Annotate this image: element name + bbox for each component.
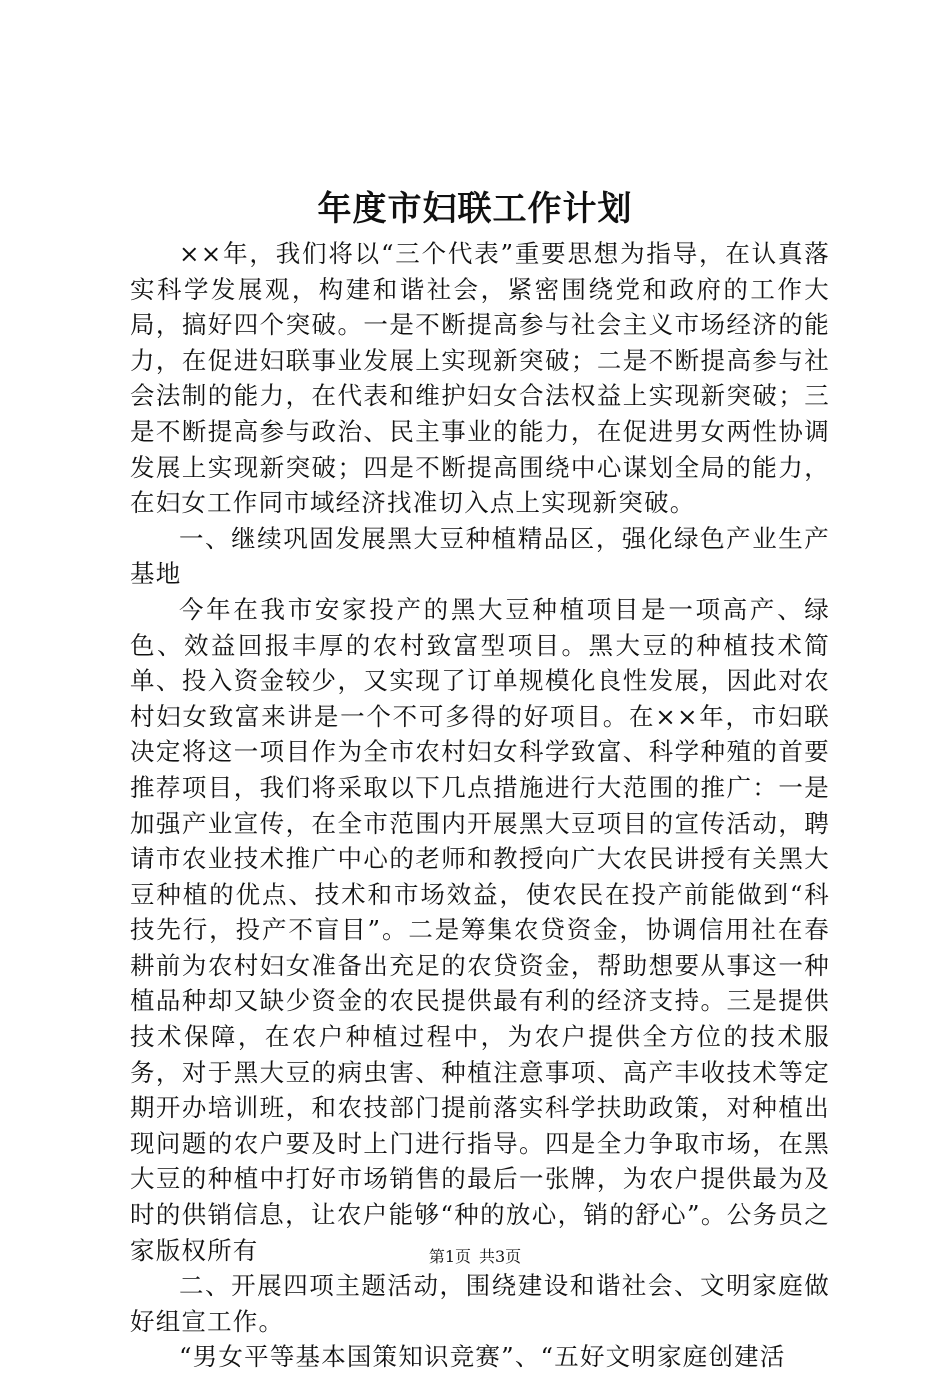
page-number: 第1页 bbox=[428, 1247, 471, 1266]
document-title: 年度市妇联工作计划 bbox=[317, 189, 633, 229]
page-footer bbox=[0, 1246, 950, 1268]
page-total: 共3页 bbox=[479, 1247, 522, 1266]
document-body bbox=[130, 236, 830, 1375]
section-heading-2: 二、开展四项主题活动，围绕建设和谐社会、文明家庭做好组宣工作。 bbox=[130, 1271, 830, 1336]
paragraph-intro: ××年，我们将以“三个代表”重要思想为指导，在认真落实科学发展观，构建和谐社会，紧密围绕党和政府的工作大局，搞好四个突破。一是不断提高参与社会主义市场经济的能力，在促进妇联事业发展上实现新突破；二是不断提高参与社会法制的能力，在代表和维护妇女合法权益上实现新突破；三是不断提高参与政治、民主事业的能力，在促进男女两性协调发展上实现新突破；四是不断提高围绕中心谋划全局的能力，在妇女工作同市域经济找准切入点上实现新突破。 bbox=[130, 239, 830, 518]
paragraph-activities: “男女平等基本国策知识竞赛”、“五好文明家庭创建活 bbox=[179, 1342, 786, 1372]
section-heading-1: 一、继续巩固发展黑大豆种植精品区，强化绿色产业生产基地 bbox=[130, 523, 830, 589]
paragraph-black-soybean: 今年在我市安家投产的黑大豆种植项目是一项高产、绿色、效益回报丰厚的农村致富型项目。黑大豆的种植技术简单、投入资金较少，又实现了订单规模化良性发展，因此对农村妇女致富来讲是一个不可多得的好项目。在××年，市妇联决定将这一项目作为全市农村妇女科学致富、科学种殖的首要推荐项目，我们将采取以下几点措施进行大范围的推广：一是加强产业宣传，在全市范围内开展黑大豆项目的宣传活动，聘请市农业技术推广中心的老师和教授向广大农民讲授有关黑大豆种植的优点、技术和市场效益，使农民在投产前能做到“科技先行，投产不盲目”。二是筹集农贷资金，协调信用社在春耕前为农村妇女准备出充足的农贷资金，帮助想要从事这一种植品种却又缺少资金的农民提供最有利的经济支持。三是提供技术保障，在农户种植过程中，为农户提供全方位的技术服务，对于黑大豆的病虫害、种植注意事项、高产丰收技术等定期开办培训班，和农技部门提前落实科学扶助政策，对种植出现问题的农户要及时上门进行指导。四是全力争取市场，在黑大豆的种植中打好市场销售的最后一张牌，为农户提供最为及时的供销信息，让农户能够“种的放心，销的舒心”。公务员之家版权所有 bbox=[130, 594, 830, 1265]
